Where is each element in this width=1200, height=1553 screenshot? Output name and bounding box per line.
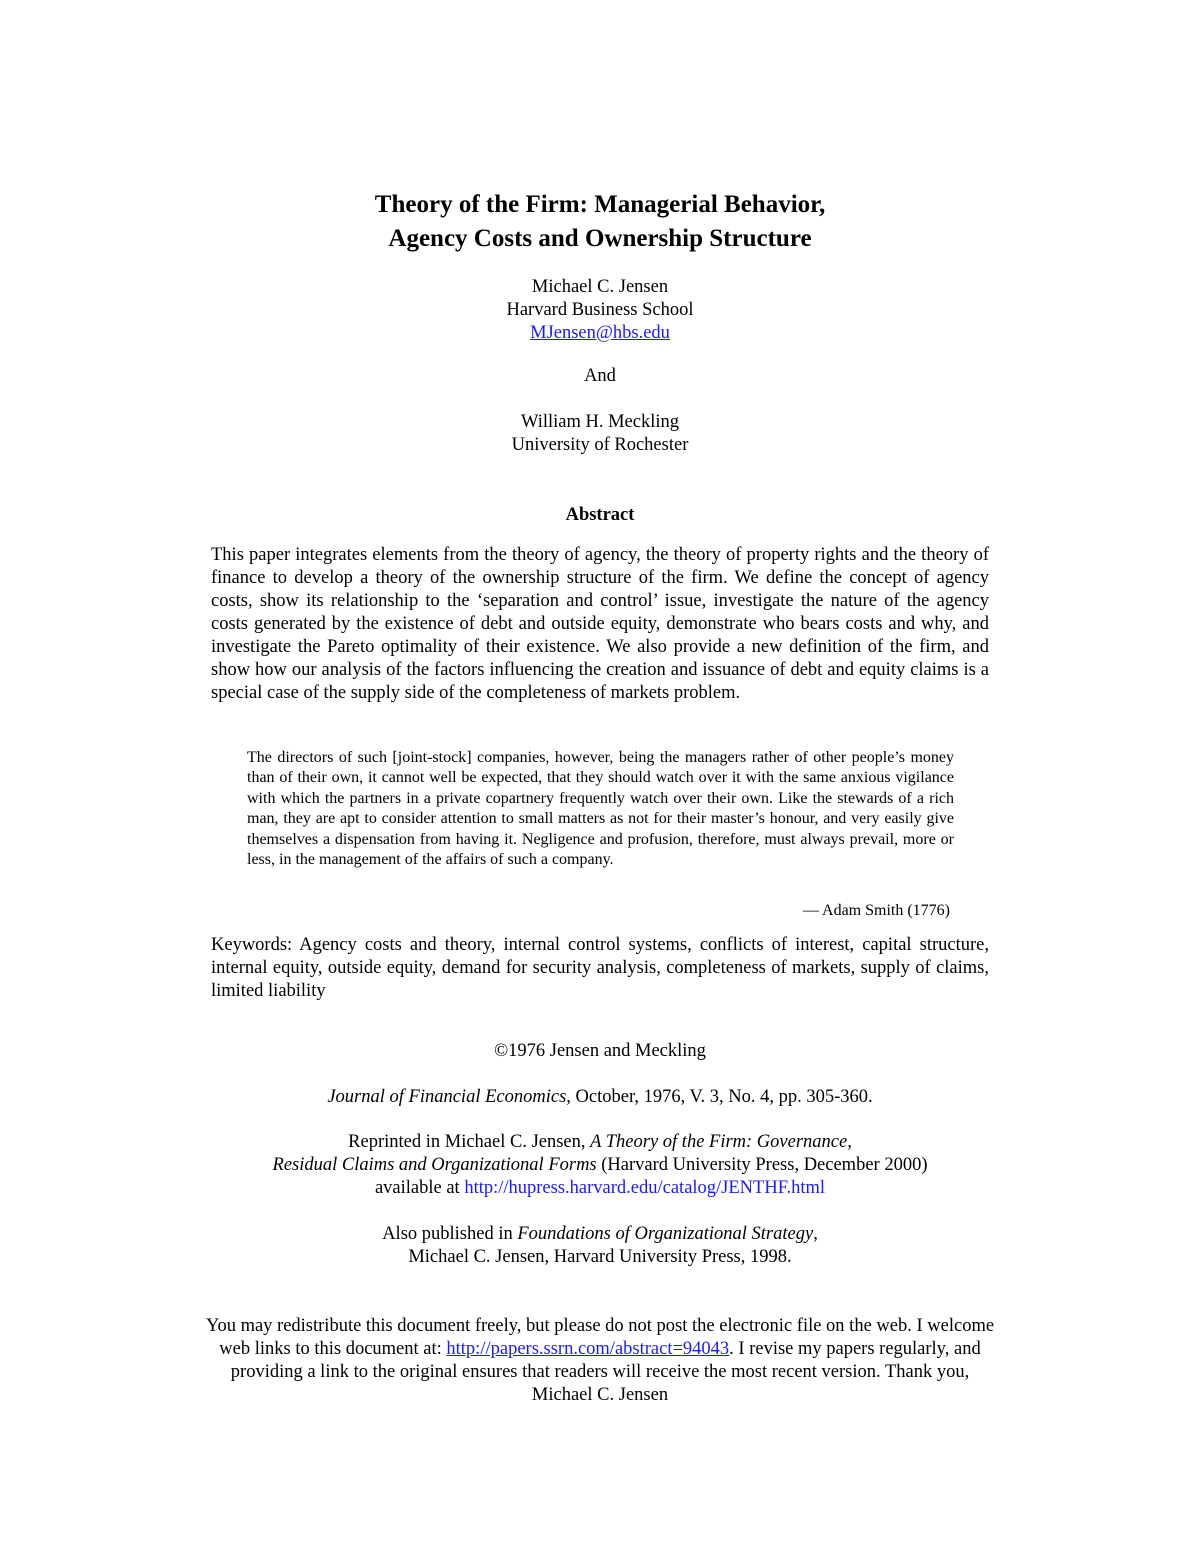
reprint-publisher: (Harvard University Press, December 2000) — [596, 1155, 928, 1175]
title-line-2: Agency Costs and Ownership Structure — [388, 225, 812, 252]
keywords-text: Keywords: Agency costs and theory, internal control systems, conflicts of interest, capital structure, internal equity, outside equity, demand for security analysis, completeness of markets, supply of claims, limited liability — [211, 935, 989, 1001]
ssrn-abstract-link[interactable]: http://papers.ssrn.com/abstract=94043 — [446, 1339, 730, 1359]
author-1-block — [0, 276, 1200, 345]
author-2-affiliation: University of Rochester — [511, 435, 689, 455]
reprint-book-title-2: Residual Claims and Organizational Forms — [272, 1155, 597, 1175]
notice-line-3: providing a link to the original ensures that readers will receive the most recent version. Thank you, — [230, 1362, 970, 1382]
also-published-line-2: Michael C. Jensen, Harvard University Press, 1998. — [408, 1247, 792, 1267]
abstract-heading: Abstract — [565, 505, 635, 525]
reprint-url-link[interactable]: http://hupress.harvard.edu/catalog/JENTHF.html — [464, 1178, 826, 1198]
author-1-email-link[interactable]: MJensen@hbs.edu — [530, 323, 670, 343]
notice-signature: Michael C. Jensen — [531, 1385, 669, 1405]
author-2-name: William H. Meckling — [520, 412, 680, 432]
reprint-prefix: Reprinted in Michael C. Jensen, — [348, 1132, 591, 1152]
journal-citation — [0, 1086, 1200, 1109]
redistribution-notice — [0, 1315, 1200, 1407]
author-conjunction: And — [584, 366, 616, 386]
copyright-line: ©1976 Jensen and Meckling — [494, 1041, 706, 1061]
journal-name: Journal of Financial Economics, — [327, 1087, 571, 1107]
reprint-citation — [0, 1131, 1200, 1200]
also-published-suffix: , — [813, 1224, 818, 1244]
epigraph-quote: The directors of such [joint-stock] companies, however, being the managers rather of other people’s money than of their own, it cannot well be expected, that they should watch over it with the same anxious vigilance with which the partners in a private copartnery frequently watch over their own. Like the stewards of a rich man, they are apt to consider attention to small matters as not for their master’s honour, and very easily give themselves a dispensation from having it. Negligence and profusion, therefore, must always prevail, more or less, in the management of the affairs of such a company. — [247, 749, 954, 869]
notice-line-2-suffix: . I revise my papers regularly, and — [729, 1339, 981, 1359]
also-published-book-title: Foundations of Organizational Strategy — [517, 1224, 814, 1244]
author-1-name: Michael C. Jensen — [531, 277, 669, 297]
reprint-book-title-1: A Theory of the Firm: Governance, — [590, 1132, 852, 1152]
reprint-available-prefix: available at — [374, 1178, 465, 1198]
notice-line-1: You may redistribute this document freely, but please do not post the electronic file on the web. I welcome — [205, 1316, 995, 1336]
epigraph-attribution: — Adam Smith (1776) — [802, 902, 950, 919]
also-published-citation — [0, 1223, 1200, 1269]
notice-line-2-prefix: web links to this document at: — [219, 1339, 447, 1359]
journal-details: October, 1976, V. 3, No. 4, pp. 305-360. — [570, 1087, 873, 1107]
title-line-1: Theory of the Firm: Managerial Behavior, — [374, 191, 826, 218]
author-2-block — [0, 411, 1200, 457]
author-1-affiliation: Harvard Business School — [506, 300, 694, 320]
also-published-prefix: Also published in — [382, 1224, 518, 1244]
abstract-text: This paper integrates elements from the theory of agency, the theory of property rights and the theory of finance to develop a theory of the ownership structure of the firm. We define the concept of agency costs, show its relationship to the ‘separation and control’ issue, investigate the nature of the agency costs generated by the existence of debt and outside equity, demonstrate who bears costs and why, and investigate the Pareto optimality of their existence. We also provide a new definition of the firm, and show how our analysis of the factors influencing the creation and issuance of debt and equity claims is a special case of the supply side of the completeness of markets problem. — [211, 545, 989, 703]
paper-title — [0, 188, 1200, 256]
